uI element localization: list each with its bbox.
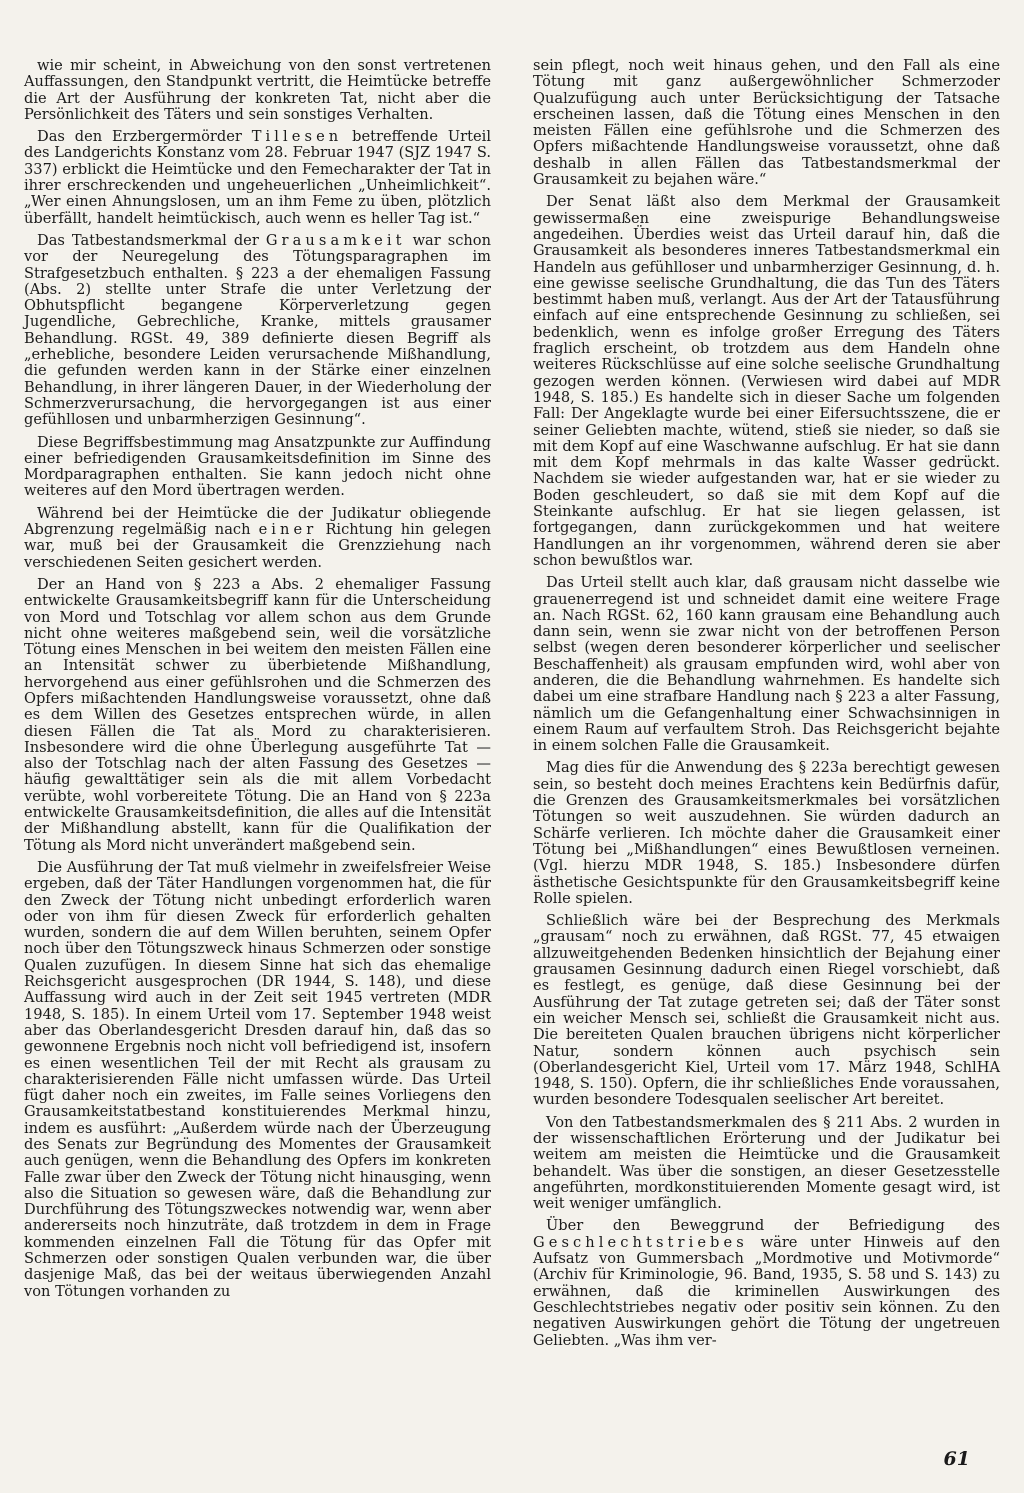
paragraph-text: Das den Erzbergermörder — [37, 128, 252, 146]
spaced-emphasis: Tillesen — [251, 128, 343, 146]
right-column — [533, 58, 1000, 1355]
paragraph — [24, 129, 491, 227]
left-column — [24, 58, 491, 1306]
paragraph-text: Während bei der Heimtücke die der Judikatur obliegende Abgrenzung regelmäßig nach — [24, 504, 491, 539]
paragraph — [24, 506, 491, 571]
spaced-emphasis: Grausamkeit — [265, 231, 406, 249]
paragraph-text: betreffende Urteil des Landgerichts Konstanz vom 28. Februar 1947 (SJZ 1947 S. 337) erblickt die Heimtücke und den Femecharakter der Tat in ihrer erschreckenden und ungeheuerlichen „Unheimlichkeit“. „Wer einen Ahnungslosen, um an ihm Feme zu üben, plötzlich überfällt, handelt heimtückisch, auch wenn es heller Tag ist.“ — [24, 128, 491, 227]
paragraph: Diese Begriffsbestimmung mag Ansatzpunkte zur Auffindung einer befriedigenden Grausamkeitsdefinition im Sinne des Mordparagraphen enthalten. Sie kann jedoch nicht ohne weiteres auf den Mord übertragen werden. — [24, 433, 491, 500]
paragraph-text: Richtung hin gelegen war, muß bei der Grausamkeit die Grenzziehung nach verschiedenen Seiten gesichert werden. — [24, 521, 491, 571]
paragraph-text: Das Tatbestandsmerkmal der — [37, 231, 266, 249]
paragraph-text: war schon vor der Neuregelung des Tötungsparagraphen im Strafgesetzbuch enthalten. § 223 a der ehemaligen Fassung (Abs. 2) stellte unter Strafe die unter Verletzung der Obhutspflicht begangene Körperverletzung gegen Jugendliche, Gebrechliche, Kranke, mittels grausamer Behandlung. RGSt. 49, 389 definierte diesen Begriff als „erhebliche, besondere Leiden verursachende Mißhandlung, die gefunden werden kann in der Stärke einer einzelnen Behandlung, in ihrer längeren Dauer, in der Wiederholung der Schmerzverursachung, die hervorgegangen ist aus einer gefühllosen und unbarmherzigen Gesinnung“. — [24, 231, 491, 429]
paragraph: Schließlich wäre bei der Besprechung des Merkmals „grausam“ noch zu erwähnen, daß RGSt. 77, 45 etwaigen allzuweitgehenden Bedenken hinsichtlich der Bejahung einer grausamen Gesinnung dadurch einen Riegel vorschiebt, daß es festlegt, es genüge, daß diese Gesinnung bei der Ausführung der Tat zutage getreten sei; daß der Täter sonst ein weicher Mensch sei, schließt die Grausamkeit nicht aus. Die bereiteten Qualen brauchen übrigens nicht körperlicher Natur, sondern können auch psychisch sein (Oberlandesgericht Kiel, Urteil vom 17. März 1948, SchlHA 1948, S. 150). Opfern, die ihr schließliches Ende voraussahen, wurden besondere Todesqualen seelischer Art bereitet. — [533, 912, 1000, 1109]
document-page — [24, 58, 1000, 1448]
paragraph: wie mir scheint, in Abweichung von den sonst vertretenen Auffassungen, den Standpunkt vertritt, die Heimtücke betreffe die Art der Ausführung der konkreten Tat, nicht aber die Persönlichkeit des Täters und sein sonstiges Verhalten. — [24, 57, 491, 123]
paragraph: Das Urteil stellt auch klar, daß grausam nicht dasselbe wie grauenerregend ist und schneidet damit eine weitere Frage an. Nach RGSt. 62, 160 kann grausam eine Behandlung auch dann sein, wenn sie zwar nicht von der betroffenen Person selbst (wegen deren besonderer körperlicher und seelischer Beschaffenheit) als grausam empfunden wird, wohl aber von anderen, die die Behandlung wahrnehmen. Es handelte sich dabei um eine strafbare Handlung nach § 223 a alter Fassung, nämlich um die Gefangenhaltung einer Schwachsinnigen in einem Raum auf verfaultem Stroh. Das Reichsgericht bejahte in einem solchen Falle die Grausamkeit. — [533, 574, 1000, 755]
paragraph: Der Senat läßt also dem Merkmal der Grausamkeit gewissermaßen eine zweispurige Behandlungsweise angedeihen. Überdies weist das Urteil darauf hin, daß die Grausamkeit als besonderes inneres Tatbestandsmerkmal ein Handeln aus gefühlloser und unbarmherziger Gesinnung, d. h. eine gewisse seelische Grundhaltung, die das Tun des Täters bestimmt haben muß, verlangt. Aus der Art der Tatausführung einfach auf eine entsprechende Gesinnung zu schließen, sei bedenklich, wenn es infolge großer Erregung des Täters fraglich erscheint, ob trotzdem aus dem Handeln ohne weiteres Rückschlüsse auf eine solche seelische Grundhaltung gezogen werden können. (Verwiesen wird dabei auf MDR 1948, S. 185.) Es handelte sich in dieser Sache um folgenden Fall: Der Angeklagte wurde bei einer Eifersuchtsszene, die er seiner Geliebten machte, wütend, stieß sie nieder, so daß sie mit dem Kopf auf eine Waschwanne aufschlug. Er hat sie dann mit dem Kopf mehrmals in das kalte Wasser gedrückt. Nachdem sie wieder aufgestanden war, hat er sie wieder zu Boden geschleudert, so daß sie mit dem Kopf auf die Steinkante aufschlug. Er hat sie liegen gelassen, ist fortgegangen, dann zurückgekommen und hat weitere Handlungen an ihr vorgenommen, während deren sie aber schon bewußtlos war. — [533, 193, 1000, 569]
paragraph: Der an Hand von § 223 a Abs. 2 ehemaliger Fassung entwickelte Grausamkeitsbegriff kann für die Unterscheidung von Mord und Totschlag vor allem schon aus dem Grunde nicht ohne weiteres maßgebend sein, weil die vorsätzliche Tötung eines Menschen in bei weitem den meisten Fällen eine an Intensität schwer zu überbietende Mißhandlung, hervorgehend aus einer gefühlsrohen und die Schmerzen des Opfers mißachtenden Handlungsweise voraussetzt, ohne daß es dem Willen des Gesetzes entsprechen würde, in allen diesen Fällen die Tat als Mord zu charakterisieren. Insbesondere wird die ohne Überlegung ausgeführte Tat — also der Totschlag nach der alten Fassung des Gesetzes — häufig gewalttätiger sein als die mit allem Vorbedacht verübte, wohl vorbereitete Tötung. Die an Hand von § 223a entwickelte Grausamkeitsdefinition, die alles auf die Intensität der Mißhandlung abstellt, kann für die Qualifikation der Tötung als Mord nicht unverändert maßgebend sein. — [24, 575, 491, 854]
paragraph: Die Ausführung der Tat muß vielmehr in zweifelsfreier Weise ergeben, daß der Täter Handlungen vorgenommen hat, die für den Zweck der Tötung nicht unbedingt erforderlich waren oder von ihm für diesen Zweck für erforderlich gehalten wurden, sondern die auf dem Willen beruhten, seinem Opfer noch über den Tötungszweck hinaus Schmerzen oder sonstige Qualen zuzufügen. In diesem Sinne hat sich das ehemalige Reichsgericht ausgesprochen (DR 1944, S. 148), und diese Auffassung wird auch in der Zeit seit 1945 vertreten (MDR 1948, S. 185). In einem Urteil vom 17. September 1948 weist aber das Oberlandesgericht Dresden darauf hin, daß das so gewonnene Ergebnis noch nicht voll befriedigend ist, insofern es einen wesentlichen Teil der mit Recht als grausam zu charakterisierenden Fälle nicht umfassen würde. Das Urteil fügt daher noch ein zweites, im Falle seines Vorliegens den Grausamkeitstatbestand konstituierendes Merkmal hinzu, indem es ausführt: „Außerdem würde nach der Überzeugung des Senats zur Begründung des Momentes der Grausamkeit auch genügen, wenn die Behandlung des Opfers im konkreten Falle zwar über den Zweck der Tötung nicht hinausging, wenn also die Situation so gewesen wäre, daß die Behandlung zur Durchführung des Tötungszweckes notwendig war, wenn aber andererseits noch hinzuträte, daß trotzdem in dem in Frage kommenden einzelnen Fall die Tötung für das Opfer mit Schmerzen oder sonstigen Qualen verbunden war, die über dasjenige Maß, das bei der weitaus überwiegenden Anzahl von Tötungen vorhanden zu — [24, 858, 491, 1300]
spaced-emphasis: einer — [258, 521, 318, 539]
paragraph-text: Über den Beweggrund der Befriedigung des — [546, 1217, 1000, 1235]
paragraph — [24, 233, 491, 429]
spaced-emphasis: Geschlechtstriebes — [533, 1233, 748, 1251]
page-number: 61 — [943, 1448, 970, 1470]
paragraph: Mag dies für die Anwendung des § 223a berechtigt gewesen sein, so besteht doch meines Erachtens kein Bedürfnis dafür, die Grenzen des Grausamkeitsmerkmales bei vorsätzlichen Tötungen so weit auszudehnen. Sie würden dadurch an Schärfe verlieren. Ich möchte daher die Grausamkeit einer Tötung bei „Mißhandlungen“ eines Bewußtlosen verneinen. (Vgl. hierzu MDR 1948, S. 185.) Insbesondere dürfen ästhetische Gesichtspunkte für den Grausamkeitsbegriff keine Rolle spielen. — [533, 759, 1000, 907]
paragraph: sein pflegt, noch weit hinaus gehen, und den Fall als eine Tötung mit ganz außergewöhnlicher Schmerzoder Qualzufügung auch unter Berücksichtigung der Tatsache erscheinen lassen, daß die Tötung eines Menschen in den meisten Fällen eine gefühlsrohe und die Schmerzen des Opfers mißachtende Handlungsweise voraussetzt, ohne daß deshalb in allen Fällen das Tatbestandsmerkmal der Grausamkeit zu bejahen wäre.“ — [533, 57, 1000, 189]
paragraph-text: wäre unter Hinweis auf den Aufsatz von Gummersbach „Mordmotive und Motivmorde“ (Archiv für Kriminologie, 96. Band, 1935, S. 58 und S. 143) zu erwähnen, daß die kriminellen Auswirkungen des Geschlechtstriebes negativ oder positiv sein können. Zu den negativen Auswirkungen gehört die Tötung der ungetreuen Geliebten. „Was ihm ver- — [533, 1233, 1000, 1349]
paragraph — [533, 1218, 1000, 1348]
paragraph: Von den Tatbestandsmerkmalen des § 211 Abs. 2 wurden in der wissenschaftlichen Erörterung und der Judikatur bei weitem am meisten die Heimtücke und die Grausamkeit behandelt. Was über die sonstigen, an dieser Gesetzesstelle angeführten, mordkonstituierenden Momente gesagt wird, ist weit weniger umfänglich. — [533, 1113, 1000, 1213]
